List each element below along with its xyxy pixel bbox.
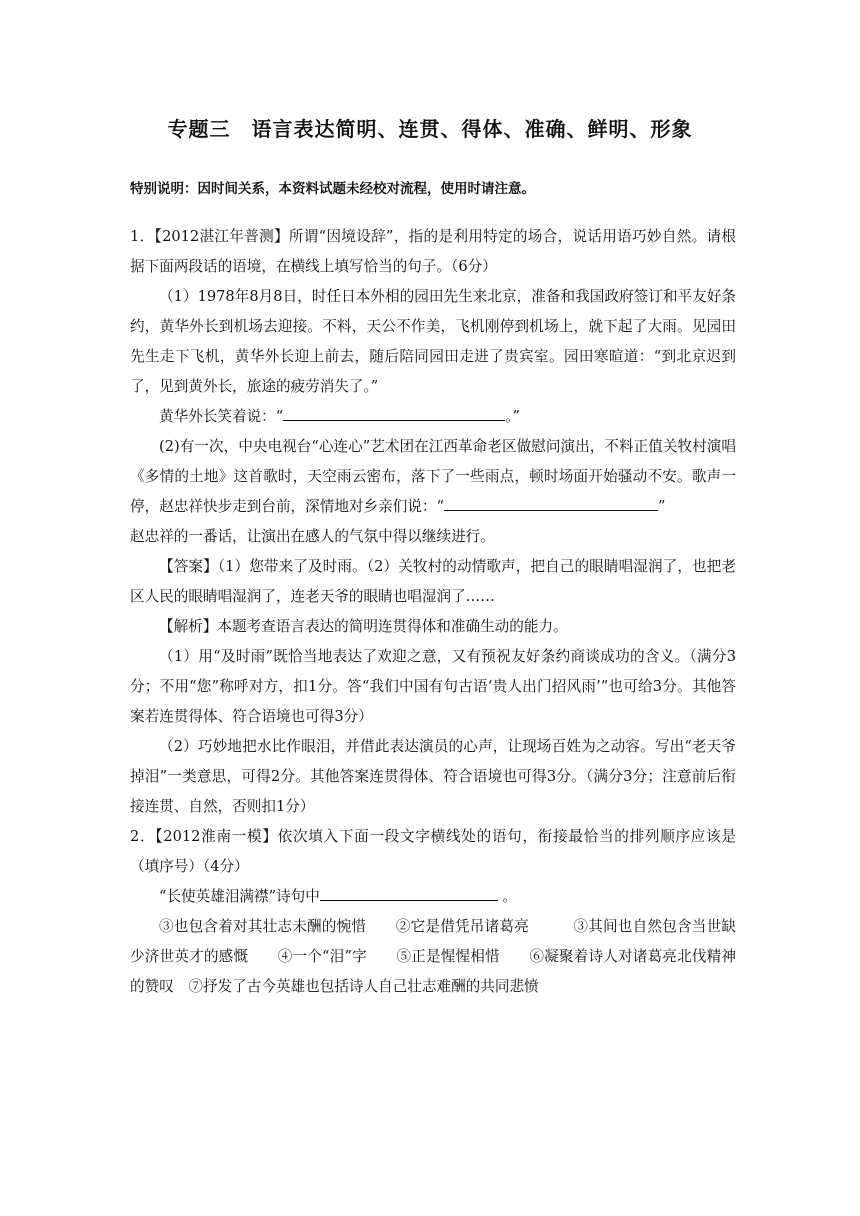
question-1-passage-2: (2)有一次，中央电视台“心连心”艺术团在江西革命老区做慰问演出，不料正值关牧村演唱《多情的土地》这首歌时，天空雨云密布，落下了一些雨点，顿时场面开始骚动不安。歌声一停，赵忠祥快步走到台前，深情地对乡亲们说：“ ” (130, 438, 736, 515)
answer-blank-3[interactable] (320, 882, 498, 901)
answer-blank-1[interactable] (283, 402, 505, 421)
answer-blank-2[interactable] (444, 492, 658, 511)
question-1-analysis: 【解析】本题考查语言表达的简明连贯得体和准确生动的能力。 (159, 618, 568, 635)
question-1-analysis-2: （2）巧妙地把水比作眼泪，并借此表达演员的心声，让现场百姓为之动容。写出“老天爷掉泪”一类意思，可得2分。其他答案连贯得体、符合语境也可得3分。（满分3分；注意前后衔接连贯、自然，否则扣1分） (130, 738, 736, 815)
document-body (130, 222, 736, 1002)
question-1-blank-line-1 (130, 402, 736, 432)
blank-suffix: 。” (505, 408, 520, 425)
page-title: 专题三 语言表达简明、连贯、得体、准确、鲜明、形象 (167, 117, 693, 141)
question-1-passage-2-end: 赵忠祥的一番话，让演出在感人的气氛中得以继续进行。 (130, 528, 495, 545)
question-2-sentence: “长使英雄泪满襟”诗句中 。 (130, 882, 736, 912)
question-2-stem: 2．【2012淮南一模】依次填入下面一段文字横线处的语句，衔接最恰当的排列顺序应该是（填序号）（4分） (130, 828, 736, 875)
blank-prefix: 黄华外长笑着说：“ (159, 408, 284, 425)
question-1-answer: 【答案】（1）您带来了及时雨。（2）关牧村的动情歌声，把自己的眼睛唱湿润了，也把老区人民的眼睛唱湿润了，连老天爷的眼睛也唱湿润了…… (130, 558, 736, 605)
special-notice: 特别说明：因时间关系，本资料试题未经校对流程，使用时请注意。 (130, 181, 535, 197)
question-1-stem: 1．【2012湛江年普测】所谓“因境设辞”，指的是利用特定的场合，说话用语巧妙自然。请根据下面两段话的语境，在横线上填写恰当的句子。（6分） (130, 228, 736, 275)
question-1-passage-1: （1）1978年8月8日，时任日本外相的园田先生来北京，准备和我国政府签订和平友好条约，黄华外长到机场去迎接。不料，天公不作美，飞机刚停到机场上，就下起了大雨。见园田先生走下飞机，黄华外长迎上前去，随后陪同园田走进了贵宾室。园田寒暄道：“到北京迟到了，见到黄外长，旅途的疲劳消失了。” (130, 288, 736, 395)
question-2-options: ③也包含着对其壮志未酬的惋惜 ②它是借凭吊诸葛亮 ③其间也自然包含当世缺少济世英才的感慨 ④一个“泪”字 ⑤正是惺惺相惜 ⑥凝聚着诗人对诸葛亮北伐精神的赞叹 ⑦抒发了古今英雄也包括诗人自己壮志难酬的共同悲愤 (130, 918, 736, 995)
question-1-analysis-1: （1）用“及时雨”既恰当地表达了欢迎之意，又有预祝友好条约商谈成功的含义。（满分3分；不用“您”称呼对方，扣1分。答“我们中国有句古语‘贵人出门招风雨’”也可给3分。其他答案若连贯得体、符合语境也可得3分） (130, 648, 736, 725)
